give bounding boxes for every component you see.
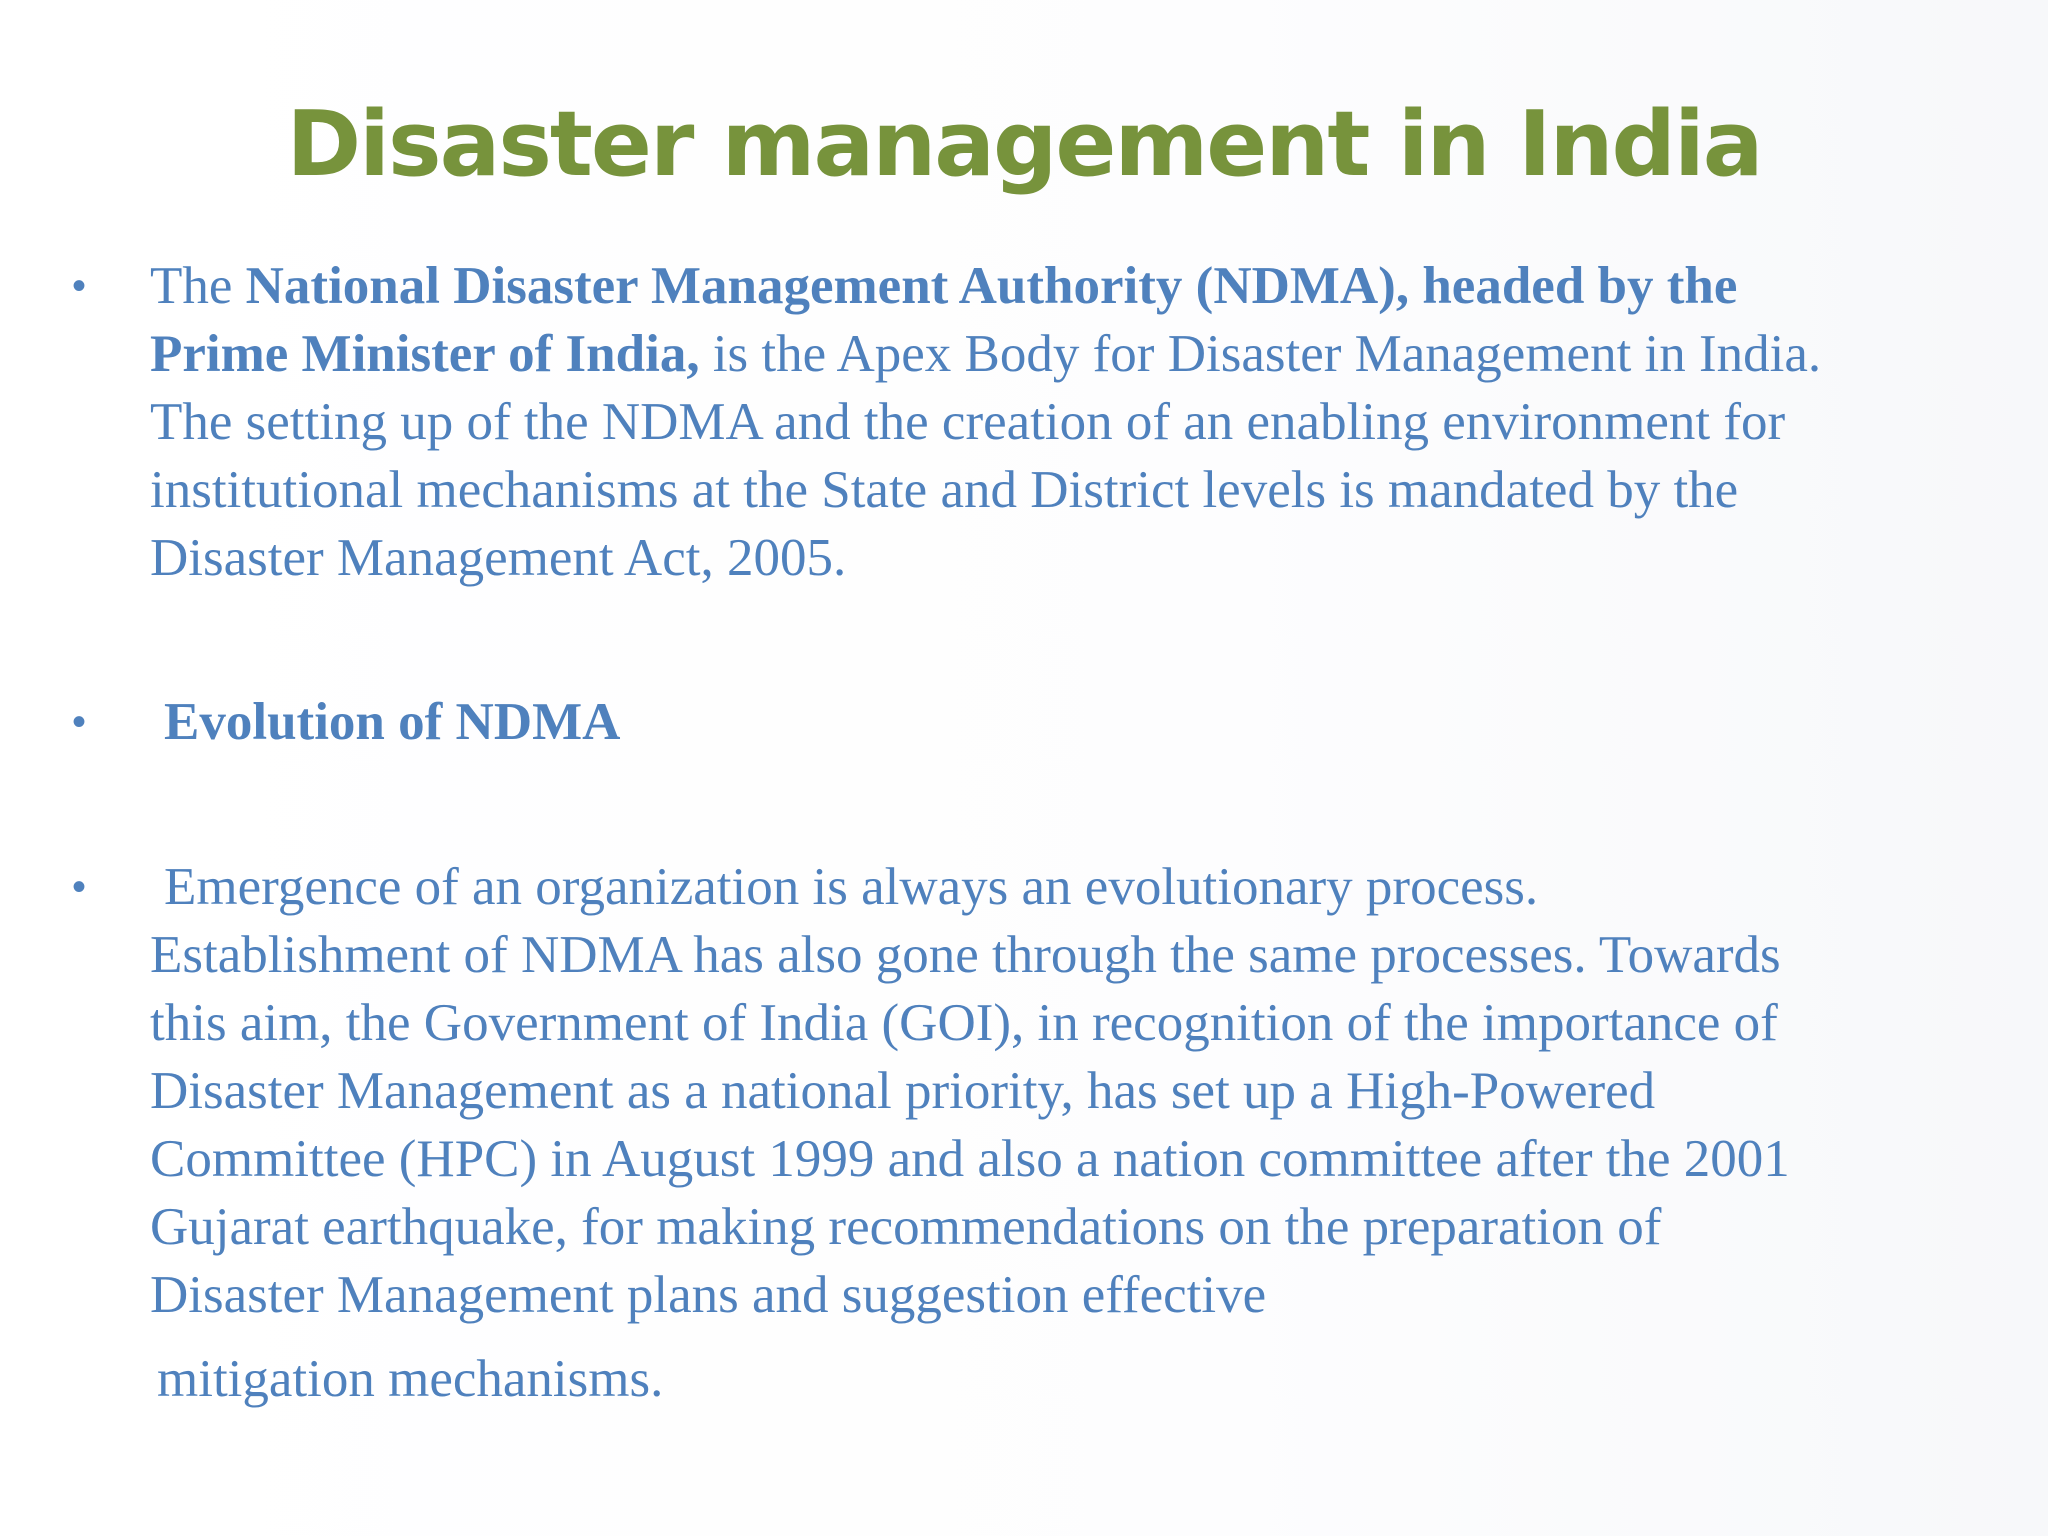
bullet-3-line-2: Establishment of NDMA has also gone through the same processes. Towards (150, 926, 1781, 984)
bullet-marker: • (72, 865, 87, 909)
bullet-marker: • (72, 264, 87, 308)
bullet-3-line-1: Emergence of an organization is always an evolutionary process. (164, 858, 1539, 916)
bullet-3-line-7: Disaster Management plans and suggestion effective (150, 1266, 1267, 1324)
bullet-1-line-2: Prime Minister of India, is the Apex Body for Disaster Management in India. (150, 325, 1822, 383)
slide-title: Disaster management in India (286, 92, 1762, 197)
bullet-1-line-3: The setting up of the NDMA and the creation of an enabling environment for (150, 393, 1786, 451)
bullet-3-line-3: this aim, the Government of India (GOI), in recognition of the importance of (150, 994, 1778, 1052)
bullet-3-line-8: mitigation mechanisms. (157, 1350, 664, 1408)
bullet-1-line-4: institutional mechanisms at the State and District levels is mandated by the (150, 461, 1739, 519)
bullet-marker: • (72, 700, 87, 744)
bullet-1-line-1: The National Disaster Management Authority (NDMA), headed by the (150, 257, 1738, 315)
bullet-3-line-4: Disaster Management as a national priority, has set up a High-Powered (150, 1062, 1656, 1120)
bullet-3-line-6: Gujarat earthquake, for making recommendations on the preparation of (150, 1198, 1662, 1256)
bullet-3-line-5: Committee (HPC) in August 1999 and also a nation committee after the 2001 (150, 1130, 1790, 1188)
bullet-2-heading: Evolution of NDMA (164, 693, 621, 751)
bullet-1-line-5: Disaster Management Act, 2005. (150, 529, 847, 587)
